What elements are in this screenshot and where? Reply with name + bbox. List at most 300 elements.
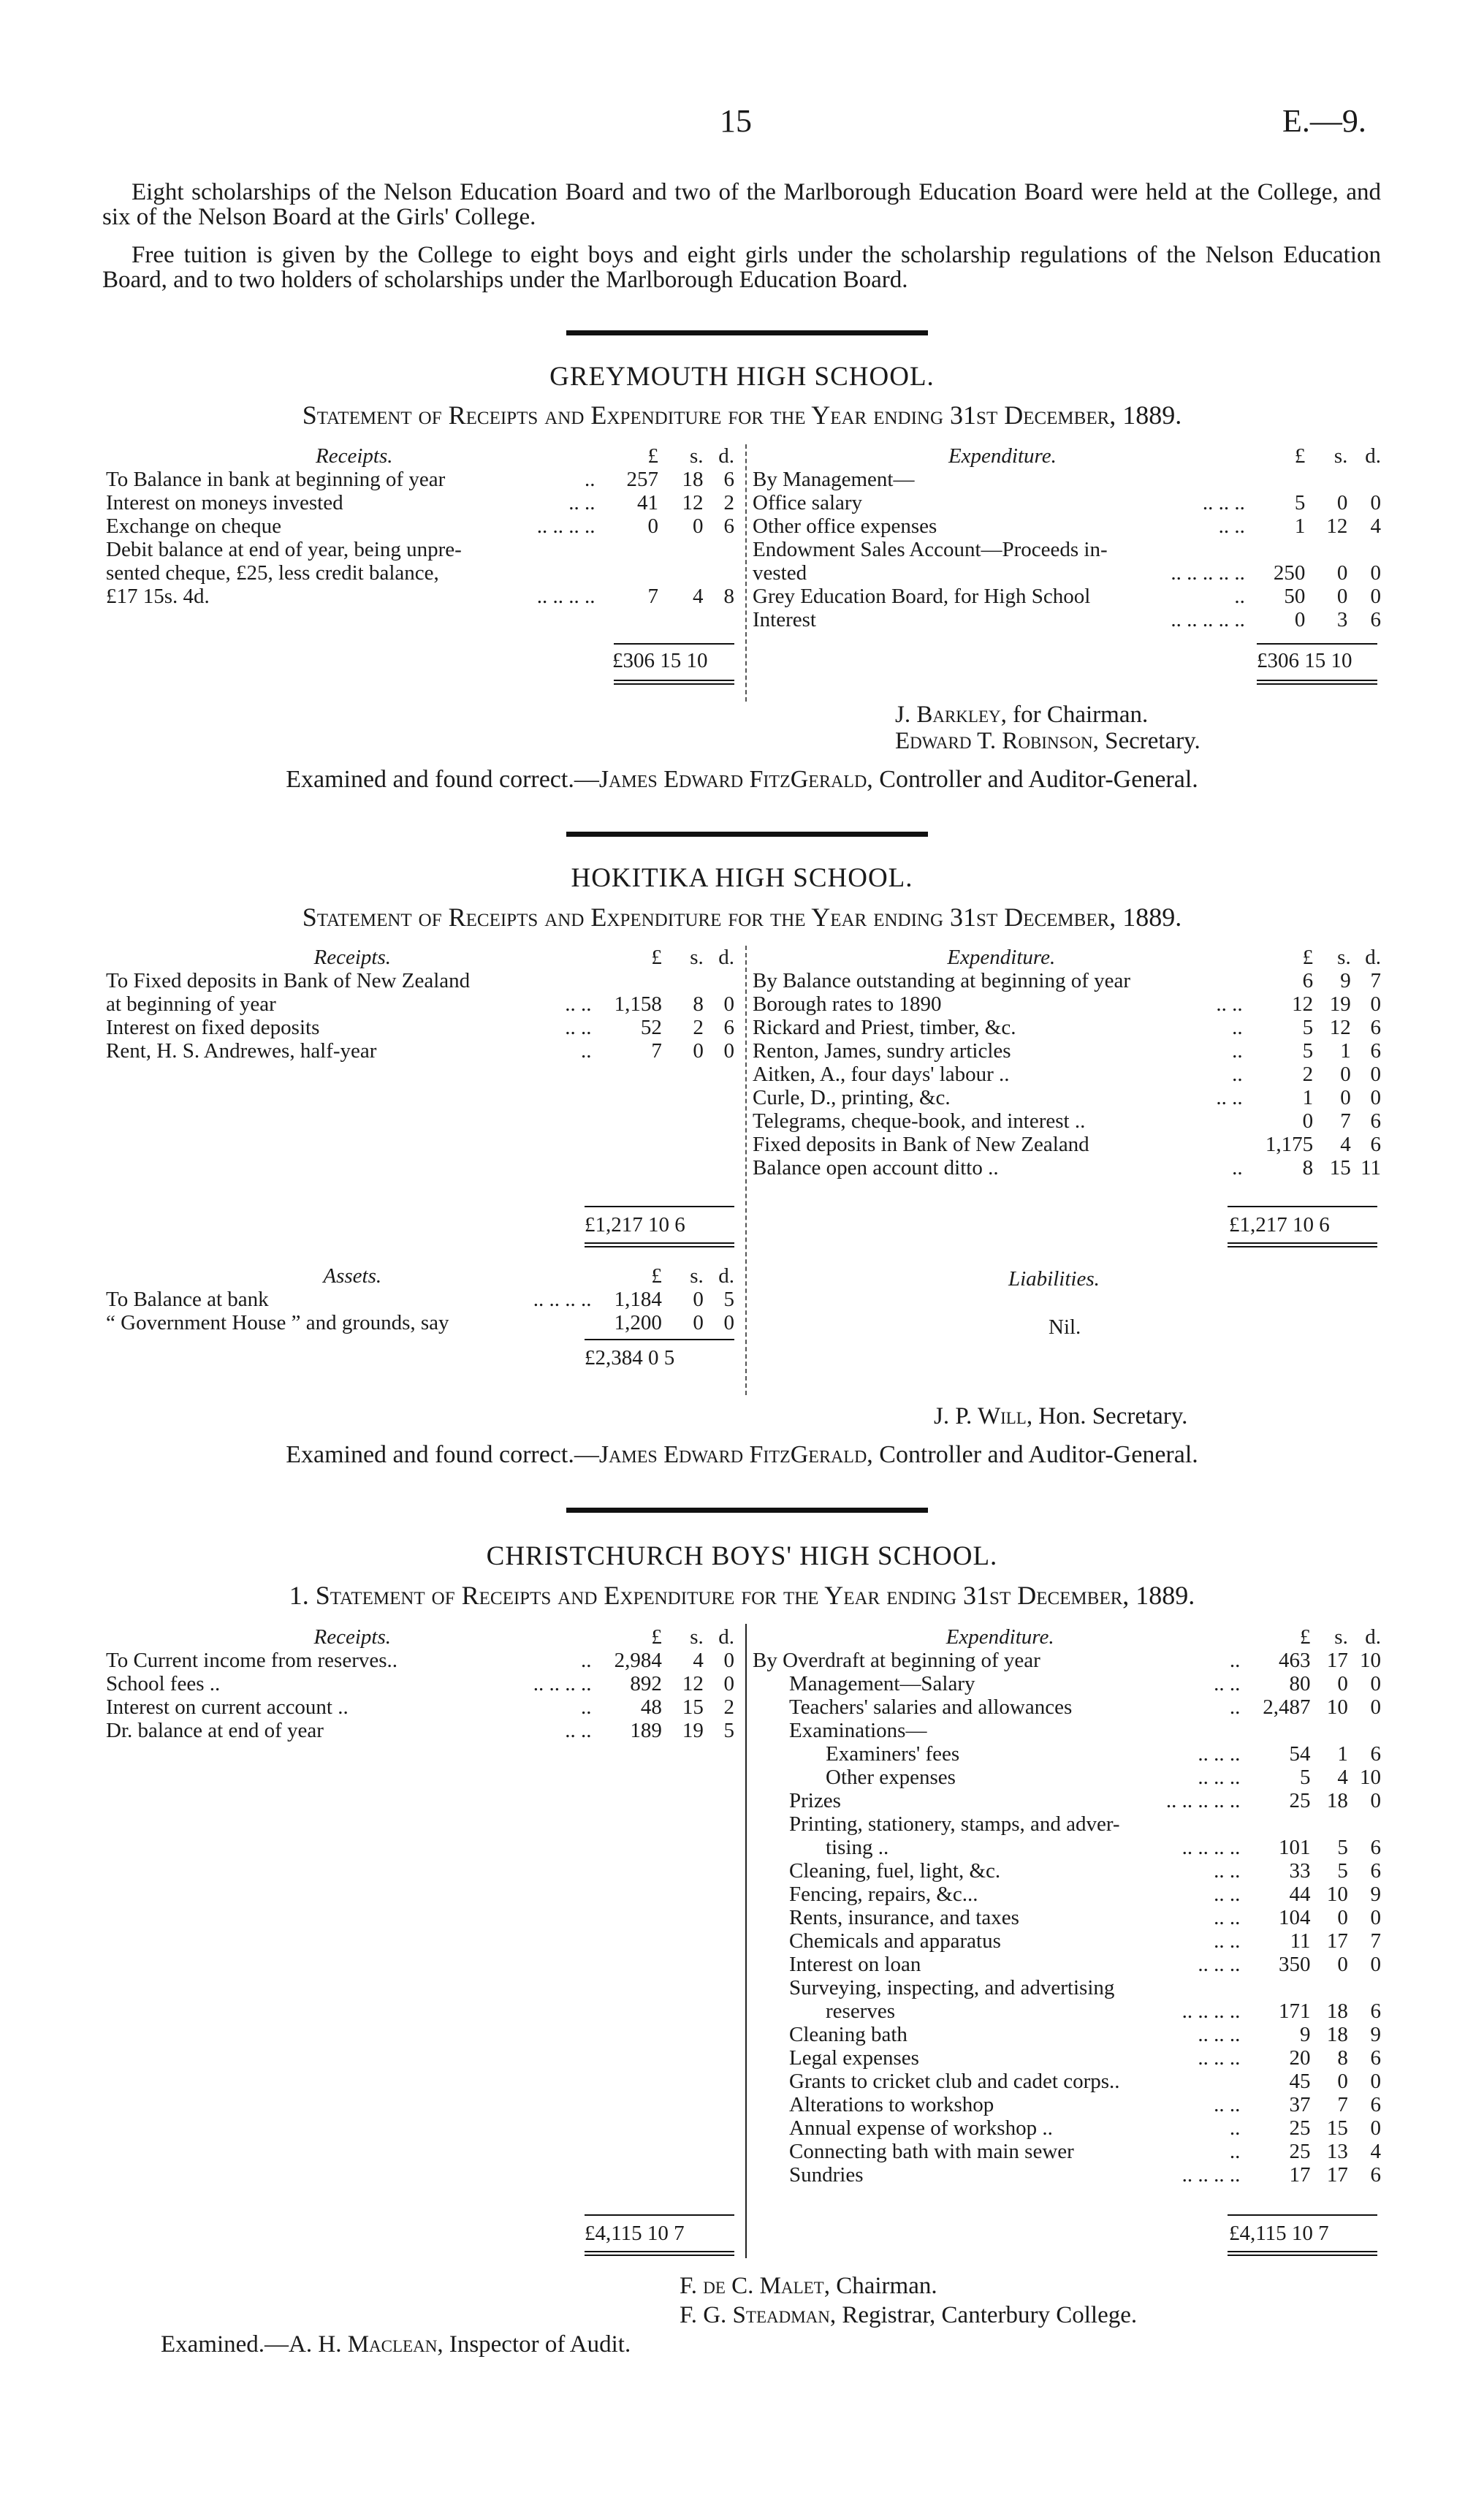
- greymouth-signature-secretary: [895, 728, 1200, 755]
- row-shillings: [1311, 1719, 1348, 1742]
- row-shillings: 5: [1337, 1836, 1348, 1859]
- row-pence: [704, 538, 734, 561]
- hokitika-title: HOKITIKA HIGH SCHOOL.: [571, 863, 913, 893]
- row-pounds: 20: [1289, 2046, 1311, 2070]
- row-shillings: 0: [693, 1039, 704, 1063]
- row-label-text: To Balance at bank: [106, 1288, 269, 1311]
- row-shillings: [1305, 538, 1347, 561]
- row-pounds: 5: [1302, 1016, 1314, 1039]
- row-pounds: 33: [1289, 1859, 1311, 1883]
- christchurch-receipts-total-double-rule: [585, 2251, 734, 2256]
- row-pence: 10: [1360, 1766, 1381, 1789]
- row-pence: 0: [1370, 561, 1381, 585]
- row-label-text: Examiners' fees: [826, 1742, 960, 1766]
- shillings-head: s.: [1333, 444, 1348, 468]
- row-label: [106, 538, 603, 561]
- row-shillings: 12: [1329, 1016, 1351, 1039]
- ledger-row: [753, 1929, 1381, 1953]
- row-shillings: 10: [1326, 1883, 1348, 1906]
- ledger-row: [753, 1766, 1381, 1789]
- row-leader-dots: .. .. ..: [1198, 1766, 1241, 1789]
- row-pence: [1347, 468, 1381, 491]
- row-label-text: Surveying, inspecting, and advertising: [789, 1976, 1115, 1999]
- row-label: [106, 1719, 599, 1742]
- ledger-row: [753, 538, 1381, 561]
- row-pounds: 1,175: [1265, 1133, 1314, 1156]
- section-divider: [566, 1508, 928, 1513]
- row-pounds: [1252, 468, 1306, 491]
- hokitika-assets-table: [106, 1264, 734, 1334]
- examined-suffix: , Controller and Auditor-General.: [867, 1441, 1198, 1468]
- row-shillings: 12: [682, 1672, 704, 1695]
- signature-name: F. G. Steadman: [680, 2302, 830, 2328]
- christchurch-expenditure-total: £4,115 10 7: [1229, 2222, 1329, 2245]
- row-label: [106, 969, 599, 992]
- shillings-head: s.: [1334, 1625, 1348, 1649]
- row-pounds: 41: [636, 491, 658, 514]
- row-pounds: 250: [1273, 561, 1306, 585]
- ledger-row: [106, 1311, 734, 1334]
- ledger-row: [753, 491, 1381, 514]
- row-pounds: 7: [647, 585, 658, 608]
- hokitika-signature-secretary: [934, 1403, 1187, 1430]
- ledger-row: [753, 1133, 1381, 1156]
- row-label: [753, 585, 1252, 608]
- row-label: [106, 514, 603, 538]
- hokitika-expenditure-total-rule: [1228, 1206, 1377, 1207]
- row-pounds: 52: [640, 1016, 662, 1039]
- christchurch-expenditure-table: [753, 1625, 1381, 2187]
- row-leader-dots: .. ..: [1214, 1906, 1241, 1929]
- row-label: [753, 1649, 1247, 1672]
- row-shillings: 17: [1326, 1929, 1348, 1953]
- row-shillings: 0: [1337, 2070, 1348, 2093]
- row-label: [106, 561, 603, 585]
- row-pence: 0: [1370, 2116, 1381, 2140]
- pence-head: d.: [718, 946, 734, 969]
- ledger-row: [106, 1695, 734, 1719]
- row-shillings: 2: [693, 1016, 704, 1039]
- row-pence: [1348, 1976, 1381, 1999]
- row-pounds: 2,984: [614, 1649, 662, 1672]
- examined-prefix: Examined and found correct.—: [286, 1441, 599, 1468]
- row-shillings: 17: [1326, 2163, 1348, 2187]
- row-pounds: 12: [1292, 992, 1314, 1016]
- row-label: [753, 1016, 1250, 1039]
- greymouth-receipts-total-rule: [614, 643, 734, 645]
- row-label: [753, 1883, 1247, 1906]
- row-leader-dots: .. .. .. ..: [1182, 1999, 1241, 2023]
- row-shillings: 17: [1326, 1649, 1348, 1672]
- row-leader-dots: .. .. .. ..: [1182, 2163, 1241, 2187]
- row-pounds: 44: [1289, 1883, 1311, 1906]
- row-pounds: 0: [1294, 608, 1306, 631]
- ledger-row: [106, 1016, 734, 1039]
- row-label: [753, 468, 1252, 491]
- ledger-row: [753, 2093, 1381, 2116]
- row-pounds: 892: [630, 1672, 662, 1695]
- row-label-text: Cleaning bath: [789, 2023, 907, 2046]
- row-label-text: Rickard and Priest, timber, &c.: [753, 1016, 1016, 1039]
- row-label-text: By Balance outstanding at beginning of year: [753, 969, 1131, 992]
- row-shillings: 0: [1337, 1953, 1348, 1976]
- row-leader-dots: .. .. .. ..: [533, 1288, 592, 1311]
- row-leader-dots: .. .. .. ..: [536, 585, 595, 608]
- row-pence: 10: [1360, 1649, 1381, 1672]
- row-pounds: 2,487: [1263, 1695, 1311, 1719]
- christchurch-title: CHRISTCHURCH BOYS' HIGH SCHOOL.: [486, 1541, 998, 1571]
- section-divider: [566, 330, 928, 335]
- ledger-row: [106, 491, 734, 514]
- row-pence: 4: [1370, 514, 1381, 538]
- row-leader-dots: .. ..: [1214, 1672, 1241, 1695]
- hokitika-examined-note: [0, 1441, 1484, 1469]
- row-leader-dots: .. .. ..: [1202, 491, 1245, 514]
- ledger-row: [753, 2140, 1381, 2163]
- signature-role: , Registrar, Canterbury College.: [829, 2302, 1138, 2328]
- row-label-text: Rent, H. S. Andrewes, half-year: [106, 1039, 377, 1063]
- row-label-text: To Current income from reserves..: [106, 1649, 398, 1672]
- pence-head: d.: [718, 1264, 734, 1288]
- hokitika-expenditure-head: Expenditure.: [947, 946, 1056, 969]
- row-pence: 0: [1370, 992, 1381, 1016]
- signature-name: Edward T. Robinson: [895, 728, 1093, 754]
- signature-name: J. Barkley: [895, 702, 1001, 728]
- row-leader-dots: ..: [581, 1649, 592, 1672]
- row-label-text: Grey Education Board, for High School: [753, 585, 1091, 608]
- row-leader-dots: ..: [1232, 1063, 1243, 1086]
- row-shillings: 7: [1340, 1109, 1351, 1133]
- row-pounds: 9: [1300, 2023, 1311, 2046]
- row-pounds: 1,158: [614, 992, 662, 1016]
- ledger-row: [753, 1859, 1381, 1883]
- row-label-text: Interest on fixed deposits: [106, 1016, 320, 1039]
- row-shillings: 18: [1326, 2023, 1348, 2046]
- row-label-text: Prizes: [789, 1789, 841, 1812]
- shillings-head: s.: [690, 946, 704, 969]
- intro-paragraph-2-text: Free tuition is given by the College to eight boys and eight girls under the scholarship regulations of the Nelson Education Board, and to two holders of scholarships under the Marlborough Education Board.: [102, 242, 1381, 293]
- row-shillings: 12: [1326, 514, 1348, 538]
- row-leader-dots: ..: [581, 1695, 592, 1719]
- row-label-text: Dr. balance at end of year: [106, 1719, 324, 1742]
- greymouth-receipts-head: Receipts.: [316, 444, 393, 468]
- ledger-row: [106, 1719, 734, 1742]
- signature-role: , Secretary.: [1092, 728, 1200, 754]
- row-pence: 6: [1370, 1999, 1381, 2023]
- ledger-row: [106, 514, 734, 538]
- row-pounds: 48: [640, 1695, 662, 1719]
- row-pounds: 11: [1290, 1929, 1311, 1953]
- row-label-text: Endowment Sales Account—Proceeds in-: [753, 538, 1108, 561]
- ledger-row: [106, 1672, 734, 1695]
- row-pounds: 189: [630, 1719, 662, 1742]
- row-pounds: 50: [1284, 585, 1306, 608]
- row-leader-dots: .. ..: [568, 491, 595, 514]
- row-pounds: 171: [1279, 1999, 1311, 2023]
- row-label: [106, 585, 603, 608]
- row-label: [753, 2116, 1247, 2140]
- row-label: [106, 1672, 599, 1695]
- row-pence: 0: [1370, 585, 1381, 608]
- hokitika-receipts-total-double-rule: [585, 1242, 734, 1247]
- row-shillings: [1311, 1812, 1348, 1836]
- row-label: [753, 1953, 1247, 1976]
- row-shillings: 0: [1340, 1086, 1351, 1109]
- row-label: [753, 1789, 1247, 1812]
- ledger-row: [753, 608, 1381, 631]
- christchurch-expenditure-total-double-rule: [1228, 2251, 1377, 2256]
- ledger-row: [753, 2046, 1381, 2070]
- row-shillings: 0: [1336, 585, 1348, 608]
- row-label: [106, 1695, 599, 1719]
- row-label-text: Examinations—: [789, 1719, 927, 1742]
- row-shillings: 8: [693, 992, 704, 1016]
- greymouth-receipts-total: £306 15 10: [612, 649, 708, 672]
- row-pounds: [1252, 538, 1306, 561]
- signature-role: , Chairman.: [823, 2273, 937, 2299]
- row-label: [106, 1016, 599, 1039]
- row-label: [753, 1836, 1247, 1859]
- row-pounds: [603, 538, 658, 561]
- ledger-row: [753, 1719, 1381, 1742]
- row-pence: 0: [723, 1039, 734, 1063]
- shillings-head: s.: [689, 444, 704, 468]
- row-leader-dots: .. .. ..: [1198, 2023, 1241, 2046]
- greymouth-subtitle: Statement of Receipts and Expenditure for the Year ending 31st December, 1889.: [302, 400, 1182, 430]
- ledger-row: [753, 1672, 1381, 1695]
- row-label-text: Interest on moneys invested: [106, 491, 343, 514]
- ledger-row: [753, 969, 1381, 992]
- christchurch-receipts-total-rule: [585, 2214, 734, 2216]
- row-leader-dots: ..: [1232, 1156, 1243, 1180]
- row-shillings: [1305, 468, 1347, 491]
- row-label-text: Legal expenses: [789, 2046, 919, 2070]
- row-pence: [1348, 1812, 1381, 1836]
- greymouth-expenditure-table: [753, 444, 1381, 631]
- row-pounds: 45: [1289, 2070, 1311, 2093]
- signature-role: , Hon. Secretary.: [1026, 1403, 1188, 1429]
- row-label: [753, 1133, 1250, 1156]
- signature-name: F. de C. Malet: [680, 2273, 824, 2299]
- row-pence: 0: [723, 1311, 734, 1334]
- row-label-text: Curle, D., printing, &c.: [753, 1086, 951, 1109]
- row-pounds: 350: [1279, 1953, 1311, 1976]
- examined-name: James Edward FitzGerald: [598, 1441, 867, 1468]
- row-pounds: [1247, 1719, 1310, 1742]
- row-pounds: 37: [1289, 2093, 1311, 2116]
- row-shillings: 4: [693, 1649, 704, 1672]
- christchurch-subtitle: 1. Statement of Receipts and Expenditure for the Year ending 31st December, 1889.: [289, 1581, 1195, 1610]
- row-label-text: Management—Salary: [789, 1672, 975, 1695]
- row-leader-dots: ..: [581, 1039, 592, 1063]
- christchurch-receipts-table: [106, 1625, 734, 1742]
- row-pounds: [1247, 1812, 1310, 1836]
- row-pence: 6: [1370, 608, 1381, 631]
- row-label: [106, 491, 603, 514]
- shillings-head: s.: [690, 1625, 704, 1649]
- row-pence: 0: [1370, 1953, 1381, 1976]
- ledger-row: [753, 1156, 1381, 1180]
- row-label-text: Interest on loan: [789, 1953, 921, 1976]
- ledger-row: [753, 1695, 1381, 1719]
- row-leader-dots: .. ..: [1216, 1086, 1243, 1109]
- hokitika-assets-total: £2,384 0 5: [585, 1346, 675, 1370]
- row-label: [753, 491, 1252, 514]
- row-shillings: 9: [1340, 969, 1351, 992]
- ledger-row: [753, 2023, 1381, 2046]
- ledger-row: [753, 2163, 1381, 2187]
- row-pounds: 257: [626, 468, 658, 491]
- row-shillings: 13: [1326, 2140, 1348, 2163]
- row-label: [106, 1039, 599, 1063]
- row-pounds: 5: [1300, 1766, 1311, 1789]
- pounds-head: £: [647, 444, 658, 468]
- pounds-head: £: [651, 1625, 662, 1649]
- pounds-head: £: [1302, 946, 1314, 969]
- row-label: [753, 608, 1252, 631]
- row-leader-dots: .. .. .. ..: [1182, 1836, 1241, 1859]
- row-pence: 0: [1370, 1906, 1381, 1929]
- row-leader-dots: .. .. ..: [1198, 1742, 1241, 1766]
- section-divider: [566, 832, 928, 837]
- row-label-text: Annual expense of workshop ..: [789, 2116, 1053, 2140]
- ledger-row: [106, 561, 734, 585]
- row-shillings: 19: [682, 1719, 704, 1742]
- row-pence: 6: [1370, 1133, 1381, 1156]
- row-shillings: 5: [1337, 1859, 1348, 1883]
- row-pence: 6: [1370, 2046, 1381, 2070]
- ledger-row: [753, 1812, 1381, 1836]
- row-label-text: tising ..: [826, 1836, 889, 1859]
- ledger-row: [753, 1976, 1381, 1999]
- row-label: [753, 2163, 1247, 2187]
- examined-prefix: Examined.—: [161, 2331, 289, 2358]
- row-label-text: By Overdraft at beginning of year: [753, 1649, 1040, 1672]
- ledger-row: [753, 1999, 1381, 2023]
- ledger-row: [106, 468, 734, 491]
- row-pounds: 0: [647, 514, 658, 538]
- pounds-head: £: [651, 1264, 662, 1288]
- row-shillings: 4: [1340, 1133, 1351, 1156]
- ledger-row: [753, 1649, 1381, 1672]
- row-leader-dots: .. ..: [1218, 514, 1245, 538]
- row-leader-dots: .. .. .. .. ..: [1171, 561, 1245, 585]
- row-label: [753, 2070, 1247, 2093]
- row-pounds: 2: [1302, 1063, 1314, 1086]
- row-pounds: 25: [1289, 2140, 1311, 2163]
- ledger-row: [753, 1063, 1381, 1086]
- row-pence: [1347, 538, 1381, 561]
- row-pence: 6: [1370, 1016, 1381, 1039]
- row-label-text: “ Government House ” and grounds, say: [106, 1311, 449, 1334]
- row-pence: 2: [723, 1695, 734, 1719]
- row-label: [753, 2023, 1247, 2046]
- ledger-row: [753, 1039, 1381, 1063]
- ledger-row: [753, 514, 1381, 538]
- row-pence: 2: [723, 491, 734, 514]
- greymouth-receipts-table: [106, 444, 734, 608]
- row-shillings: 15: [1326, 2116, 1348, 2140]
- row-pence: 0: [1370, 491, 1381, 514]
- examined-suffix: , Controller and Auditor-General.: [867, 766, 1198, 793]
- row-pounds: 5: [1302, 1039, 1314, 1063]
- row-pence: 6: [1370, 1742, 1381, 1766]
- row-label-text: School fees ..: [106, 1672, 221, 1695]
- row-label: [753, 1719, 1247, 1742]
- row-shillings: [662, 969, 704, 992]
- greymouth-expenditure-total-double-rule: [1257, 680, 1377, 685]
- hokitika-assets-head: Assets.: [323, 1264, 382, 1288]
- row-shillings: 0: [693, 514, 704, 538]
- row-label-text: sented cheque, £25, less credit balance,: [106, 561, 439, 585]
- row-shillings: 0: [693, 1288, 704, 1311]
- row-shillings: [1311, 1976, 1348, 1999]
- row-pounds: 5: [1294, 491, 1306, 514]
- row-leader-dots: ..: [1234, 585, 1245, 608]
- ledger-row: [753, 1836, 1381, 1859]
- row-shillings: 12: [682, 491, 704, 514]
- row-pounds: 8: [1302, 1156, 1314, 1180]
- examined-name: James Edward FitzGerald: [598, 766, 867, 793]
- row-leader-dots: .. ..: [565, 992, 592, 1016]
- christchurch-receipts-total: £4,115 10 7: [585, 2222, 685, 2245]
- row-shillings: 19: [1329, 992, 1351, 1016]
- greymouth-expenditure-head: Expenditure.: [948, 444, 1057, 468]
- row-label-text: Connecting bath with main sewer: [789, 2140, 1074, 2163]
- row-label: [753, 561, 1252, 585]
- row-label-text: Debit balance at end of year, being unpre-: [106, 538, 462, 561]
- greymouth-column-divider: [745, 444, 747, 702]
- pence-head: d.: [1365, 946, 1381, 969]
- ledger-row: [106, 538, 734, 561]
- row-label: [753, 1999, 1247, 2023]
- row-label: [753, 2140, 1247, 2163]
- row-pounds: [603, 561, 658, 585]
- row-label-text: Interest on current account ..: [106, 1695, 349, 1719]
- row-label-text: Cleaning, fuel, light, &c.: [789, 1859, 1001, 1883]
- row-label: [106, 1288, 599, 1311]
- row-leader-dots: ..: [1229, 1649, 1241, 1672]
- row-label: [753, 1156, 1250, 1180]
- ledger-row: [106, 992, 734, 1016]
- row-label: [753, 1695, 1247, 1719]
- row-label: [106, 468, 603, 491]
- row-shillings: 7: [1337, 2093, 1348, 2116]
- row-pounds: 463: [1279, 1649, 1311, 1672]
- row-shillings: 0: [1340, 1063, 1351, 1086]
- row-leader-dots: .. ..: [565, 1016, 592, 1039]
- row-pence: 0: [1370, 1672, 1381, 1695]
- row-label: [753, 1039, 1250, 1063]
- hokitika-liabilities-value: Nil.: [1049, 1315, 1081, 1339]
- hokitika-column-divider: [745, 946, 747, 1395]
- christchurch-expenditure-total-rule: [1228, 2214, 1377, 2216]
- ledger-row: [753, 585, 1381, 608]
- row-pence: 6: [1370, 1836, 1381, 1859]
- ledger-row: [753, 468, 1381, 491]
- ledger-row: [753, 2116, 1381, 2140]
- pounds-head: £: [1294, 444, 1306, 468]
- row-pence: 0: [723, 1672, 734, 1695]
- ledger-row: [106, 1288, 734, 1311]
- row-shillings: 0: [1336, 561, 1348, 585]
- row-leader-dots: ..: [1229, 2116, 1241, 2140]
- row-pounds: 1,184: [614, 1288, 662, 1311]
- row-shillings: 4: [693, 585, 704, 608]
- row-label: [753, 538, 1252, 561]
- row-label-text: Fixed deposits in Bank of New Zealand: [753, 1133, 1089, 1156]
- row-label-text: Interest: [753, 608, 816, 631]
